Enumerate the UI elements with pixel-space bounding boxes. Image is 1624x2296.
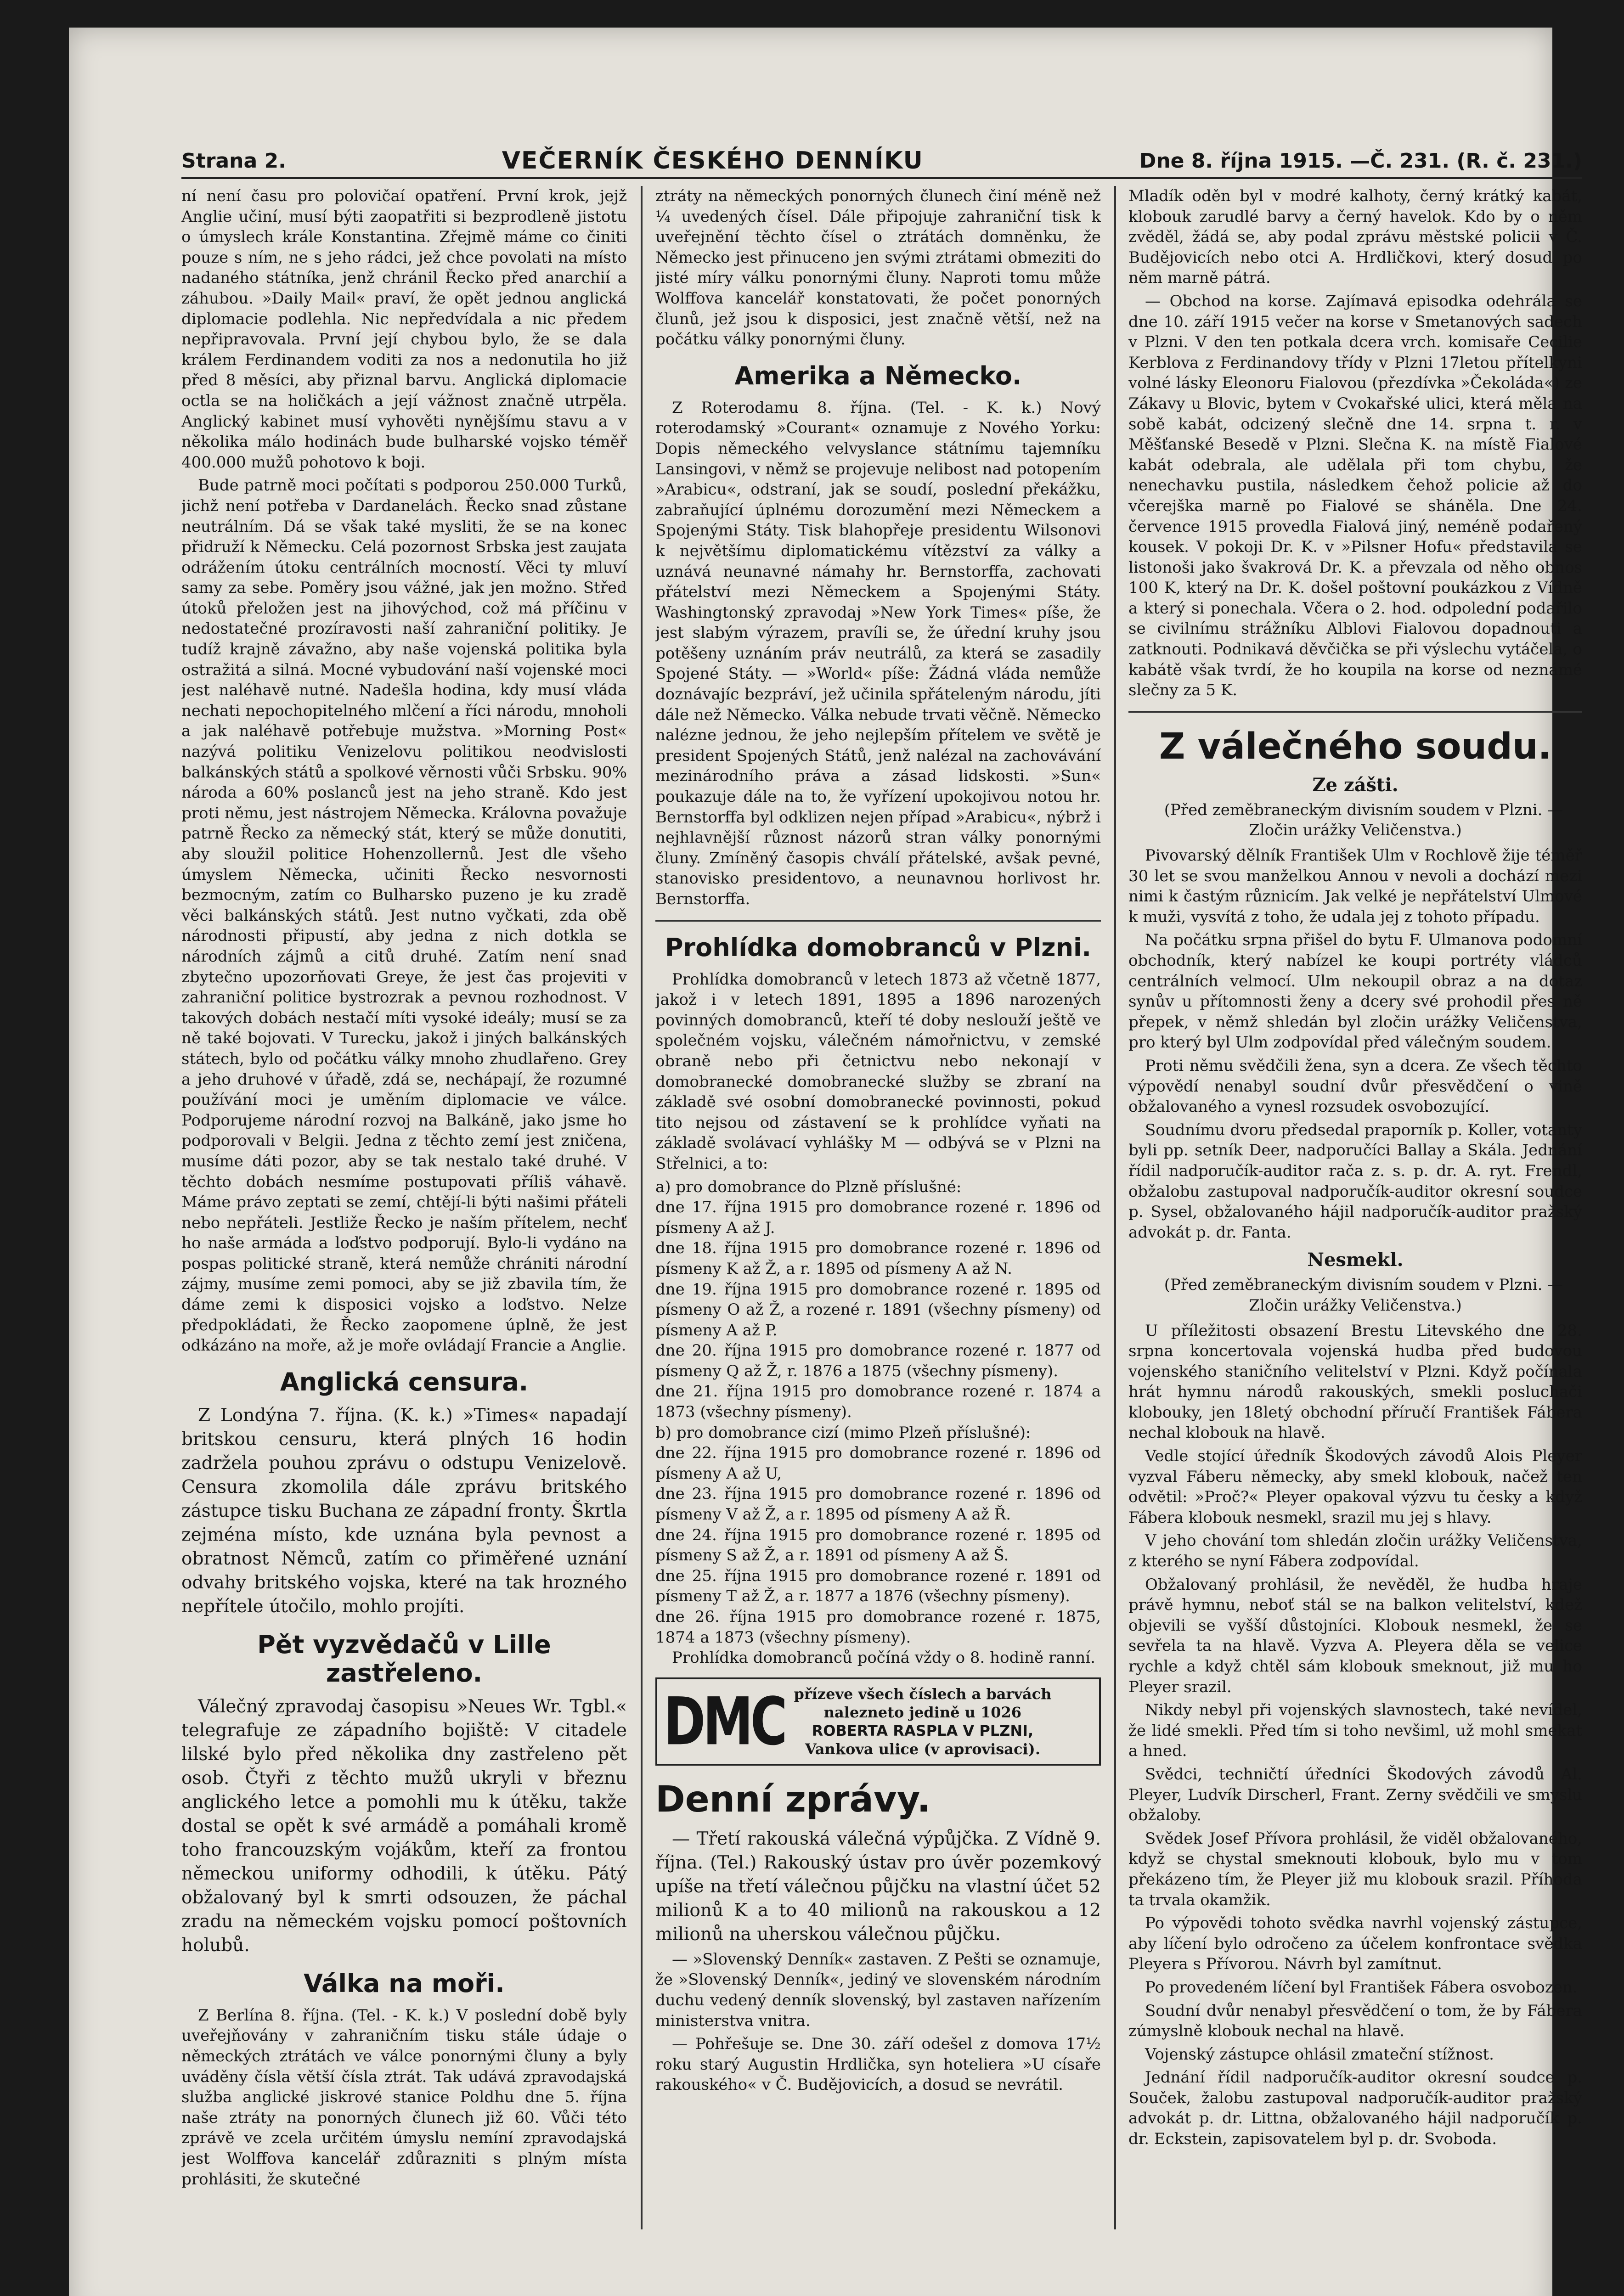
section-divider (1128, 711, 1582, 713)
page-header (181, 145, 1582, 179)
schedule-item: dne 18. října 1915 pro domobrance rozené r. 1896 od písmeny K až Ž, a r. 1895 od písmeny A až N. (655, 1239, 1101, 1278)
headline-censorship: Anglická censura. (280, 1367, 529, 1396)
headline-war-court: Z válečného soudu. (1159, 726, 1552, 767)
headline-war-at-sea: Válka na moři. (304, 1969, 505, 1998)
page-number: Strana 2. (181, 149, 286, 173)
article-paragraph: Z Londýna 7. října. (K. k.) »Times« napadají britskou censuru, která plných 16 hodin zadržela pouhou zprávu o odstupu Venizelově. Censura zkomolila dále zprávu britského zástupce tisku Buchana ze západní fronty. Škrtla zejména místo, kde uznána byla pevnost a obratnost Němců, zatím co přiměřené uznání odvahy britského vojska, které na tak hrozného nepřítele útočilo, mohlo projíti. (181, 1405, 627, 1617)
article-paragraph: Nikdy nebyl při vojenských slavnostech, také nevídel, že lidé smekli. Před tím si toho nevšiml, už mohl smekat a hned. (1128, 1701, 1582, 1761)
article-paragraph: Svědek Josef Přívora prohlásil, že viděl obžalovaného, když se chystal smeknouti klobouk, bylo mu v tom překázeno tím, že Pleyer již mu klobouk srazil. Příhoda ta trvala okamžik. (1128, 1829, 1582, 1909)
article-paragraph: Z Roterodamu 8. října. (Tel. - K. k.) Nový roterodamský »Courant« oznamuje z Nového Yorku: Dopis německého velvyslance státnímu tajemníku Lansingovi, v němž se projevuje nelibost nad potopením »Arabicu«, odstraní, jak se soudí, poslední překážku, zabraňující úplnému dorozumění mezi Německem a Spojenými Státy. Tisk blahopřeje presidentu Wilsonovi k největšímu diplomatickému vítězství za války a uznává neunavné námahy hr. Bernstorffa, zachovati přátelství mezi Německem a Spojenými Státy. Washingtonský zpravodaj »New York Times« píše, že jest slabým výrazem, pravíli se, že úřední kruhy jsou potěšeny uznáním práv neutrálů, za která se zasadily Spojené Státy. — »World« píše: Žádná vláda nemůže doznávajíc bezpráví, jež učinila spřáteleným národu, jíti dále než Německo. Válka nebude trvati věčně. Německo nalézne jednou, že jeho nejlepším přítelem ve světě je president Spojených Států, jenž nalézal na zachovávání mezinárodního práva a zásad lidskosti. »Sun« poukazuje dále na to, že vyřízení upokojivou notou hr. Bernstorffa byl odklizen nejen případ »Arabicu«, nýbrž i nejhlavnější různost názorů stran války ponornými čluny. Zmíněný časopis chválí přátelské, avšak pevné, stanovisko presidentovo, a neunavnou horlivost hr. Bernstorffa. (655, 398, 1101, 908)
article-paragraph: Soudnímu dvoru předsedal praporník p. Koller, votanty byli pp. setník Deer, nadporučíci Ballay a Skála. Jednání řídil nadporučík-auditor rača z. s. p. dr. A. ryt. Frendl, obžalobu zastupoval nadporučík-auditor okresní soudce p. Sysel, obžalovaného hájil nadporučík-auditor pražský advokát p. dr. Fanta. (1128, 1120, 1582, 1242)
schedule-item: dne 17. října 1915 pro domobrance rozené r. 1896 od písmeny A až J. (655, 1198, 1101, 1237)
article-paragraph: — Obchod na korse. Zajímavá episodka odehrála se dne 10. září 1915 večer na korse v Smetanových sadech v Plzni. V den ten potkala dcera vrch. komisaře Cecilie Kerblova z Ferdinandovy třídy v Plzni 17letou přítelkyni volné lásky Eleonoru Fialovou (přezdívka »Čekoláda«) ze Zákavy u Blovic, bytem v Cvokařské ulici, která měla na sobě kabát, odcizený slečně dne 14. srpna t. r. v Měšťanské Besedě v Plzni. Slečna K. na místě Fialové kabát odebrala, ale udělala při tom chybu, že nenechavku pustila, následkem čehož policie až do včerejška marně po Fialové se sháněla. Dne 24. července 1915 provedla Fialová jiný, neméně podařený kousek. V pokoji Dr. K. v »Pilsner Hofu« představila se listonoši jako švakrová Dr. K. a převzala od něho obnos 100 K, který na Dr. K. došel poštovní poukázkou z Vídně a který si ponechala. Včera o 2. hod. odpolední podařilo se civilnímu strážníku Alblovi Fialovou dopadnouti a zatknouti. Podnikavá děvčička se při výslechu vytáčela, o kabátě však tvrdí, že ho koupila na korse od neznámé slečny za 5 K. (1128, 292, 1582, 700)
article-paragraph: Z Berlína 8. října. (Tel. - K. k.) V poslední době byly uveřejňovány v zahraničním tisku stále údaje o německých ztrátách ve válce ponornými čluny a byly uváděny čísla větší čísla ztrát. Tak udává zpravodajská služba anglické jiskrové stanice Poldhu dne 5. října naše ztráty na ponorných člunech již 60. Vůči této zprávě ve zcela určitém úmyslu nemíní zpravodajská jest Wolffova kancelář zdůrazniti s plným místa prohlásiti, že skutečné (181, 2006, 627, 2189)
subheadline-nesmekl: Nesmekl. (1307, 1249, 1404, 1271)
article-paragraph: Pivovarský dělník František Ulm v Rochlově žije téměř 30 let se svou manželkou Annou v nevoli a dochází mezi nimi k častým různicím. Jak velké je nepřátelství Ulmové k muži, vysvítá z toho, že udala jej z tohoto případu. (1128, 846, 1582, 926)
headline-inspection: Prohlídka domobranců v Plzni. (665, 933, 1092, 962)
schedule-item: dne 20. října 1915 pro domobrance rozené r. 1877 od písmeny Q až Ž, r. 1876 a 1875 (všechny písmeny). (655, 1341, 1101, 1380)
article-paragraph: ztráty na německých ponorných člunech činí méně než ¼ uvedených čísel. Dále připojuje zahraniční tisk k uveřejnění těchto čísel o ztrátách domněnku, že Německo jest přinuceno jen svými ztrátami obmeziti do jisté míry válku ponornými čluny. Naproti tomu může Wolffova kancelář konstatovati, že počet ponorných člunů, jež jsou k disposici, jest značně větší, než na počátku války ponornými čluny. (655, 187, 1101, 349)
schedule-item: dne 22. října 1915 pro domobrance rozené r. 1896 od písmeny A až U, (655, 1444, 1101, 1483)
ad-text (794, 1685, 1052, 1758)
article-paragraph: Na počátku srpna přišel do bytu F. Ulmanova podomní obchodník, který nabízel ke koupi portréty vládců centrálních velmocí. Ulm nekoupil obraz a na dotaz synův u přítomnosti ženy a dcery své prohodil přes ně přepek, v němž shledán byl zločin urážky Veličenstva, pro který byl Ulm zodpovídal před válečným soudem. (1128, 931, 1582, 1052)
dmc-advertisement (655, 1677, 1101, 1766)
article-paragraph: Prohlídka domobranců počíná vždy o 8. hodině ranní. (672, 1649, 1095, 1667)
ad-line: přízeve všech číslech a barvách (794, 1685, 1052, 1703)
court-note: (Před zeměbraneckým divisním soudem v Plzni. — Zločin urážky Veličenstva.) (1164, 800, 1563, 840)
article-paragraph: — »Slovenský Denník« zastaven. Z Pešti se oznamuje, že »Slovenský Denník«, jediný ve slovenském národním duchu vedený denník slovenský, byl zastaven nařízením ministerstva vnitra. (655, 1950, 1101, 2030)
column-rule (1114, 186, 1116, 2229)
article-paragraph: Obžalovaný prohlásil, že nevěděl, že hudba hraje právě hymnu, neboť stál se na balkon velitelství, kdež objevili se vyšší důstojníci. Klobouk nesmekl, že se sevřela ta na hlavě. Vyzva A. Pleyera děla se velice rychle a když chtěl sám klobouk smeknout, již mu ho Pleyer srazil. (1128, 1575, 1582, 1696)
article-paragraph: Svědci, techničtí úředníci Škodových závodů Al. Pleyer, Ludvík Dirscherl, Frant. Zerny svědčili ve smyslu obžaloby. (1128, 1765, 1582, 1825)
schedule-item: dne 24. října 1915 pro domobrance rozené r. 1895 od písmeny S až Ž, a r. 1891 od písmeny A až Š. (655, 1525, 1101, 1565)
ad-line: Vankova ulice (v aprovisaci). (805, 1740, 1040, 1758)
newspaper-title: VEČERNÍK ČESKÉHO DENNÍKU (502, 147, 924, 174)
article-paragraph: Vojenský zástupce ohlásil zmateční stížnost. (1145, 2045, 1494, 2064)
article-paragraph: Po provedeném líčení byl František Fábera osvobozen. (1145, 1978, 1578, 1997)
article-paragraph: Soudní dvůr nenabyl přesvědčení o tom, že by Fábera zúmyslně klobouk nechal na hlavě. (1128, 2001, 1582, 2041)
article-paragraph: Po výpovědi tohoto svědka navrhl vojenský zástupce, aby líčení bylo odročeno za účelem konfrontace svědka Pleyera s Přívorou. Návrh byl zamítnut. (1128, 1914, 1582, 1974)
ad-line: nalezneto jedině u 1026 (823, 1703, 1022, 1721)
article-paragraph: Mladík oděn byl v modré kalhoty, černý krátký kabát, klobouk zarudlé barvy a černý havelok. Kdo by o něm zvěděl, žádá se, aby podal zprávu městské policii v Č. Budějovicích nebo otci A. Hrdličkovi, který dosud po něm marně pátrá. (1128, 187, 1582, 287)
section-divider (655, 920, 1101, 922)
headline-daily-news: Denní zprávy. (655, 1778, 931, 1820)
headline-america-germany: Amerika a Německo. (734, 361, 1022, 390)
article-paragraph: Prohlídka domobranců v letech 1873 až včetně 1877, jakož i v letech 1891, 1895 a 1896 narozených povinných domobranců, kteří té doby neslouží ještě ve společném vojsku, válečném námořnictvu, v zemské obraně nebo při četnictvu nebo nekonají v domobranecké domobranecké služby se zbraní na základě své osobní domobranecké povinnosti, pokud tito nejsou od zástavení se k prohlídce vyňati na základě svolávací vyhlášky M — odbývá se v Plzni na Střelnici, a to: (655, 970, 1101, 1173)
column-3 (1128, 186, 1582, 2229)
article-paragraph: Válečný zpravodaj časopisu »Neues Wr. Tgbl.« telegrafuje ze západního bojiště: V citadele lilské bylo před několika dny zastřeleno pět osob. Čtyři z těchto mužů ukryli v březnu anglického letce a pomohli mu k útěku, takže dostal se opět k své armádě a pomáhali kromě toho francouzským vojákům, kteří za frontou německou uniformy odhodili, k útěku. Pátý obžalovaný byl k smrti odsouzen, že páchal zradu na německém vojsku pomocí poštovních holubů. (181, 1696, 627, 1956)
article-paragraph: V jeho chování tom shledán zločin urážky Veličenstva, z kterého se nyní Fábera zodpovídal. (1128, 1531, 1582, 1571)
article-paragraph: U příležitosti obsazení Brestu Litevského dne 28. srpna koncertovala vojenská hudba před budovou vojenského staničního velitelství v Plzni. Když počínala hrát hymnu národů rakouských, smekli posluchači klobouky, jen 18letý obchodní příručí František Fábera nechal klobouk na hlavě. (1128, 1321, 1582, 1442)
column-2 (655, 186, 1101, 2229)
article-paragraph: ní není času pro polovičaí opatření. První krok, jejž Anglie učiní, musí býti zaopatřiti si bezprodleně jistotu o úmyslech krále Konstantina. Zřejmě máme co činiti pouze s ním, ne s jeho rádci, jež chce povolati na místo nadaného státníka, jenž chránil Řecko před anarchií a záhubou. »Daily Mail« praví, že opět jednou anglická diplomacie podlehla. Nic nepředvídala a nic předem nepřipravovala. První její chybou bylo, že se dala králem Ferdinandem voditi za nos a nedonutila ho již před 8 měsíci, aby přiznal barvu. Anglická diplomacie octla se na holičkách a její vážnost značně utrpěla. Anglický kabinet musí vyhověti nynějšímu stavu a v několika málo hodinách bude bulharské vojsko téměř 400.000 mužů pohotovo k boji. (181, 187, 627, 472)
ad-line: ROBERTA RASPLA V PLZNI, (812, 1722, 1034, 1739)
court-note: (Před zeměbraneckým divisním soudem v Plzni. — Zločin urážky Veličenstva.) (1164, 1276, 1563, 1315)
schedule-item: dne 23. října 1915 pro domobrance rozené r. 1896 od písmeny V až Ž, a r. 1895 od písmeny A až Ř. (655, 1485, 1101, 1524)
article-paragraph: — Pohřešuje se. Dne 30. září odešel z domova 17½ roku starý Augustin Hrdlička, syn hoteliera »U císaře rakouského« v Č. Budějovicích, a dosud se nevrátil. (655, 2035, 1101, 2094)
article-paragraph: Vedle stojící úředník Škodových závodů Alois Pleyer vyzval Fáberu německy, aby smekl klobouk, načež ten odvětil: »Proč?« Pleyer opakoval výzvu tu česky a když Fábera klobouk nesmekl, srazil mu jej s hlavy. (1128, 1447, 1582, 1527)
article-paragraph: Proti němu svědčili žena, syn a dcera. Ze všech těchto výpovědí nenabyl soudní dvůr přesvědčení o vině obžalovaného a vynesl rozsudek osvobozující. (1128, 1056, 1582, 1116)
article-paragraph: Bude patrně moci počítati s podporou 250.000 Turků, jichž není potřeba v Dardanelách. Řecko snad zůstane neutrálním. Dá se však také mysliti, že se na konec přidruží k Německu. Celá pozornost Srbska jest zaujata odrážením útoku centrálních mocností. Věci ty mluví samy za sebe. Poměry jsou vážné, jak jen možno. Střed útoků přeložen jest na jihovýchod, což má příčinu v nedostatečné prozíravosti naší zahraniční politiky. Je tudíž krajně závažno, aby naše vojenská politika byla ostražitá a silná. Mocné vybudování naší vojenské moci jest naléhavě nutné. Nadešla hodina, kdy musí vláda nechati nepochopitelného mlčení a říci národu, mnoholi a jak naléhavě potřebuje mužstva. »Morning Post« nazývá politiku Venizelovu politikou neodvislosti balkánských států a spolkové věrnosti vůči Srbsku. 90% národa a 60% poslanců jest na jeho straně. Kdo jest proti němu, jest nástrojem Německa. Královna považuje patrně Řecko za německý stát, který se může donutiti, aby sloužil politice Hohenzollernů. Jest dle všeho úmyslem Německa, učiniti Řecko nesvornosti bezmocným, zatím co Bulharsko puzeno je ku zradě věci balkánských států. Jest nutno vyčkati, zda obě národnosti připustí, aby jedna z nich dotkla se národních zájmů a citů druhé. Zatím není snad zbytečno upozorňovati Greye, že jest čas projeviti v zahraniční politice bystrozrak a pevnou rozhodnost. V takových dobách nestačí míti vysoké ideály; musí se za ně také bojovati. V Turecku, jakož i jiných balkánských státech, bylo od počátku války mnoho zhudlařeno. Grey a jeho druhové v úřadě, zdá se, nechápají, že rozumné používání moci je uměním diplomacie ve válce. Podporujeme národní rozvoj na Balkáně, jako jsme ho podporovali v Belgii. Jedna z těchto zemí jest zničena, musíme dáti pozor, aby se tak nestalo také druhé. V těchto dobách nesmíme postupovati příliš váhavě. Máme právo zeptati se zemí, chtějí-li býti našimi přáteli nebo nepřáteli. Jestliže Řecko je naším přítelem, nechť ho naše armáda a loďstvo podporují. Bylo-li vydáno na pospas politické straně, která nemůže chrániti národní zájmy, musíme zemi pomoci, aby se již zbavila tím, že dáme zemi k disposici vojsko a loďstvo. Nelze předpokládati, že Řecko zaopomene úplně, že jest odkázáno na moře, až je moře ovládají Francie a Anglie. (181, 476, 627, 1355)
subheadline-spite: Ze zášti. (1312, 774, 1398, 796)
article-paragraph: — Třetí rakouská válečná výpůjčka. Z Vídně 9. října. (Tel.) Rakouský ústav pro úvěr pozemkový upíše na třetí válečnou půjčku na vlastní účet 52 milionů K a to 40 milionů na rakouskou a 12 milionů na uherskou válečnou půjčku. (655, 1828, 1101, 1945)
schedule-item: dne 19. října 1915 pro domobrance rozené r. 1895 od písmeny O až Ž, a rozené r. 1891 (všechny písmeny) od písmeny A až P. (655, 1280, 1101, 1339)
dmc-logo: DMC (664, 1683, 785, 1760)
schedule-item: dne 21. října 1915 pro domobrance rozené r. 1874 a 1873 (všechny písmeny). (655, 1382, 1101, 1422)
headline-spies-lille: Pět vyzvědačů v Lille zastřeleno. (257, 1630, 551, 1688)
newspaper-page (69, 28, 1582, 2296)
schedule-item: dne 25. října 1915 pro domobrance rozené r. 1891 od písmeny T až Ž, a r. 1877 a 1876 (všechny písmeny). (655, 1566, 1101, 1606)
column-rule (641, 186, 643, 2229)
schedule-item: dne 26. října 1915 pro domobrance rozené r. 1875, 1874 a 1873 (všechny písmeny). (655, 1608, 1101, 1647)
issue-date: Dne 8. října 1915. —Č. 231. (R. č. 231.) (1139, 149, 1582, 173)
column-1 (181, 186, 627, 2229)
columns (181, 186, 1582, 2229)
inspection-schedule (655, 1177, 1101, 1648)
schedule-heading: b) pro domobrance cizí (mimo Plzeň příslušné): (655, 1423, 1031, 1442)
schedule-heading: a) pro domobrance do Plzně příslušné: (655, 1177, 962, 1196)
article-paragraph: Jednání řídil nadporučík-auditor okresní soudce p. Souček, žalobu zastupoval nadporučík-auditor pražský advokát p. dr. Littna, obžalovaného hájil nadporučík p. dr. Eckstein, zapisovatelem byl p. dr. Svoboda. (1128, 2068, 1582, 2149)
